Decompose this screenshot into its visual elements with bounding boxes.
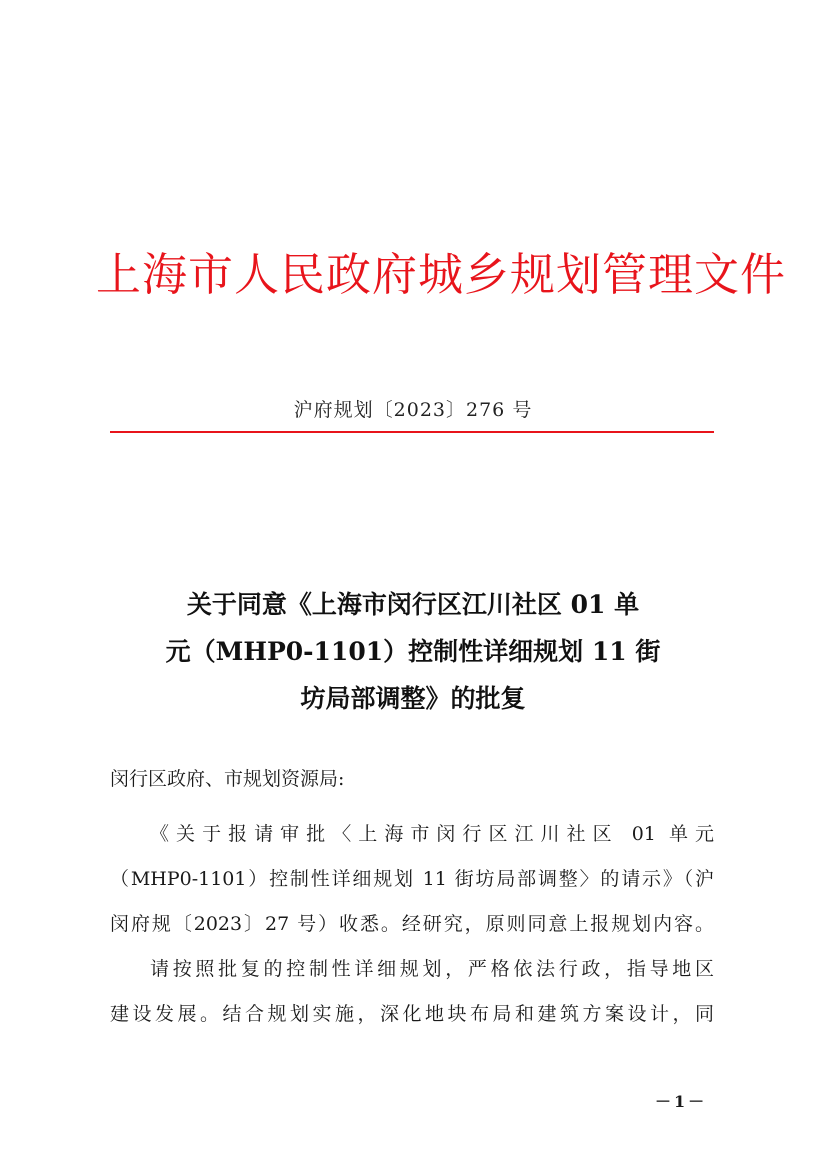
red-separator-line: [110, 431, 714, 433]
document-number: 沪府规划〔2023〕276 号: [293, 399, 533, 421]
issuer-masthead: 上海市人民政府城乡规划管理文件: [96, 248, 787, 301]
paragraph-1-line-3: 闵府规〔2023〕27 号）收悉。经研究，原则同意上报规划内容。: [110, 913, 714, 935]
paragraph-2-line-2: 建设发展。结合规划实施，深化地块布局和建筑方案设计，同: [110, 1003, 714, 1025]
page-number: －1－: [655, 1092, 708, 1111]
paragraph-1-line-2: （MHP0-1101）控制性详细规划 11 街坊局部调整〉的请示》（沪: [110, 868, 714, 890]
title-line-1: 关于同意《上海市闵行区江川社区 01 单: [186, 590, 640, 619]
title-line-2: 元（MHP0-1101）控制性详细规划 11 街: [165, 637, 661, 666]
body-text: [110, 812, 714, 1037]
salutation: 闵行区政府、市规划资源局:: [110, 768, 345, 790]
paragraph-2-line-1: 请按照批复的控制性详细规划，严格依法行政，指导地区: [150, 958, 714, 980]
paragraph-1-line-1: 《关于报请审批〈上海市闵行区江川社区 01 单元: [150, 823, 714, 845]
document-title: [100, 581, 726, 722]
title-line-3: 坊局部调整》的批复: [300, 684, 526, 713]
